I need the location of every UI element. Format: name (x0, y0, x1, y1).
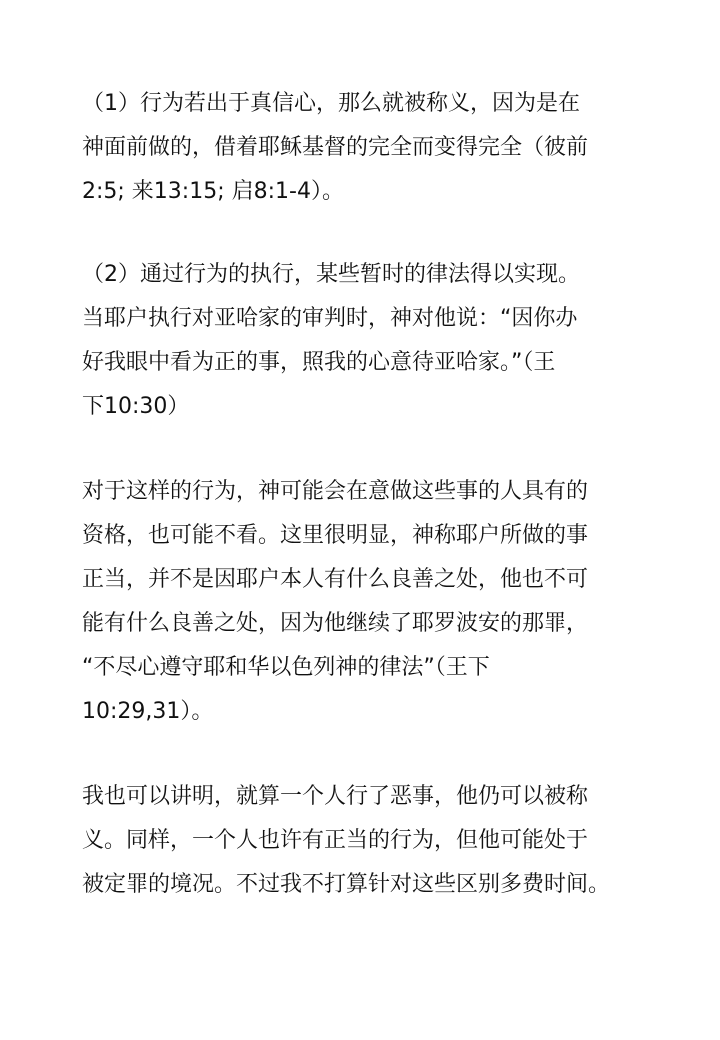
text-line: 义。同样，一个人也许有正当的行为，但他可能处于 (82, 828, 589, 853)
text-line: 对于这样的行为，神可能会在意做这些事的人具有的 (82, 479, 589, 504)
paragraph-1 (82, 82, 642, 214)
text-line: 资格，也可能不看。这里很明显，神称耶户所做的事 (82, 523, 589, 548)
text-line: 下10:30） (82, 394, 190, 419)
text-line: 能有什么良善之处，因为他继续了耶罗波安的那罪， (82, 611, 589, 636)
text-line: “不尽心遵守耶和华以色列神的律法”（王下 (82, 655, 490, 680)
paragraph-3 (82, 470, 642, 734)
paragraph-2 (82, 253, 642, 429)
text-line: 正当，并不是因耶户本人有什么良善之处，他也不可 (82, 567, 589, 592)
text-line: 2:5; 来13:15; 启8:1-4）。 (82, 179, 344, 204)
paragraph-4 (82, 775, 642, 907)
text-line: 好我眼中看为正的事，照我的心意待亚哈家。”（王 (82, 350, 556, 375)
text-line: （1）行为若出于真信心，那么就被称义，因为是在 (82, 91, 580, 116)
text-line: 当耶户执行对亚哈家的审判时，神对他说：“因你办 (82, 306, 578, 331)
text-line: （2）通过行为的执行，某些暂时的律法得以实现。 (82, 262, 580, 287)
text-line: 10:29,31）。 (82, 699, 214, 724)
text-line: 我也可以讲明，就算一个人行了恶事，他仍可以被称 (82, 784, 589, 809)
text-line: 被定罪的境况。不过我不打算针对这些区别多费时间。 (82, 872, 611, 897)
text-line: 神面前做的，借着耶稣基督的完全而变得完全（彼前 (82, 135, 589, 160)
